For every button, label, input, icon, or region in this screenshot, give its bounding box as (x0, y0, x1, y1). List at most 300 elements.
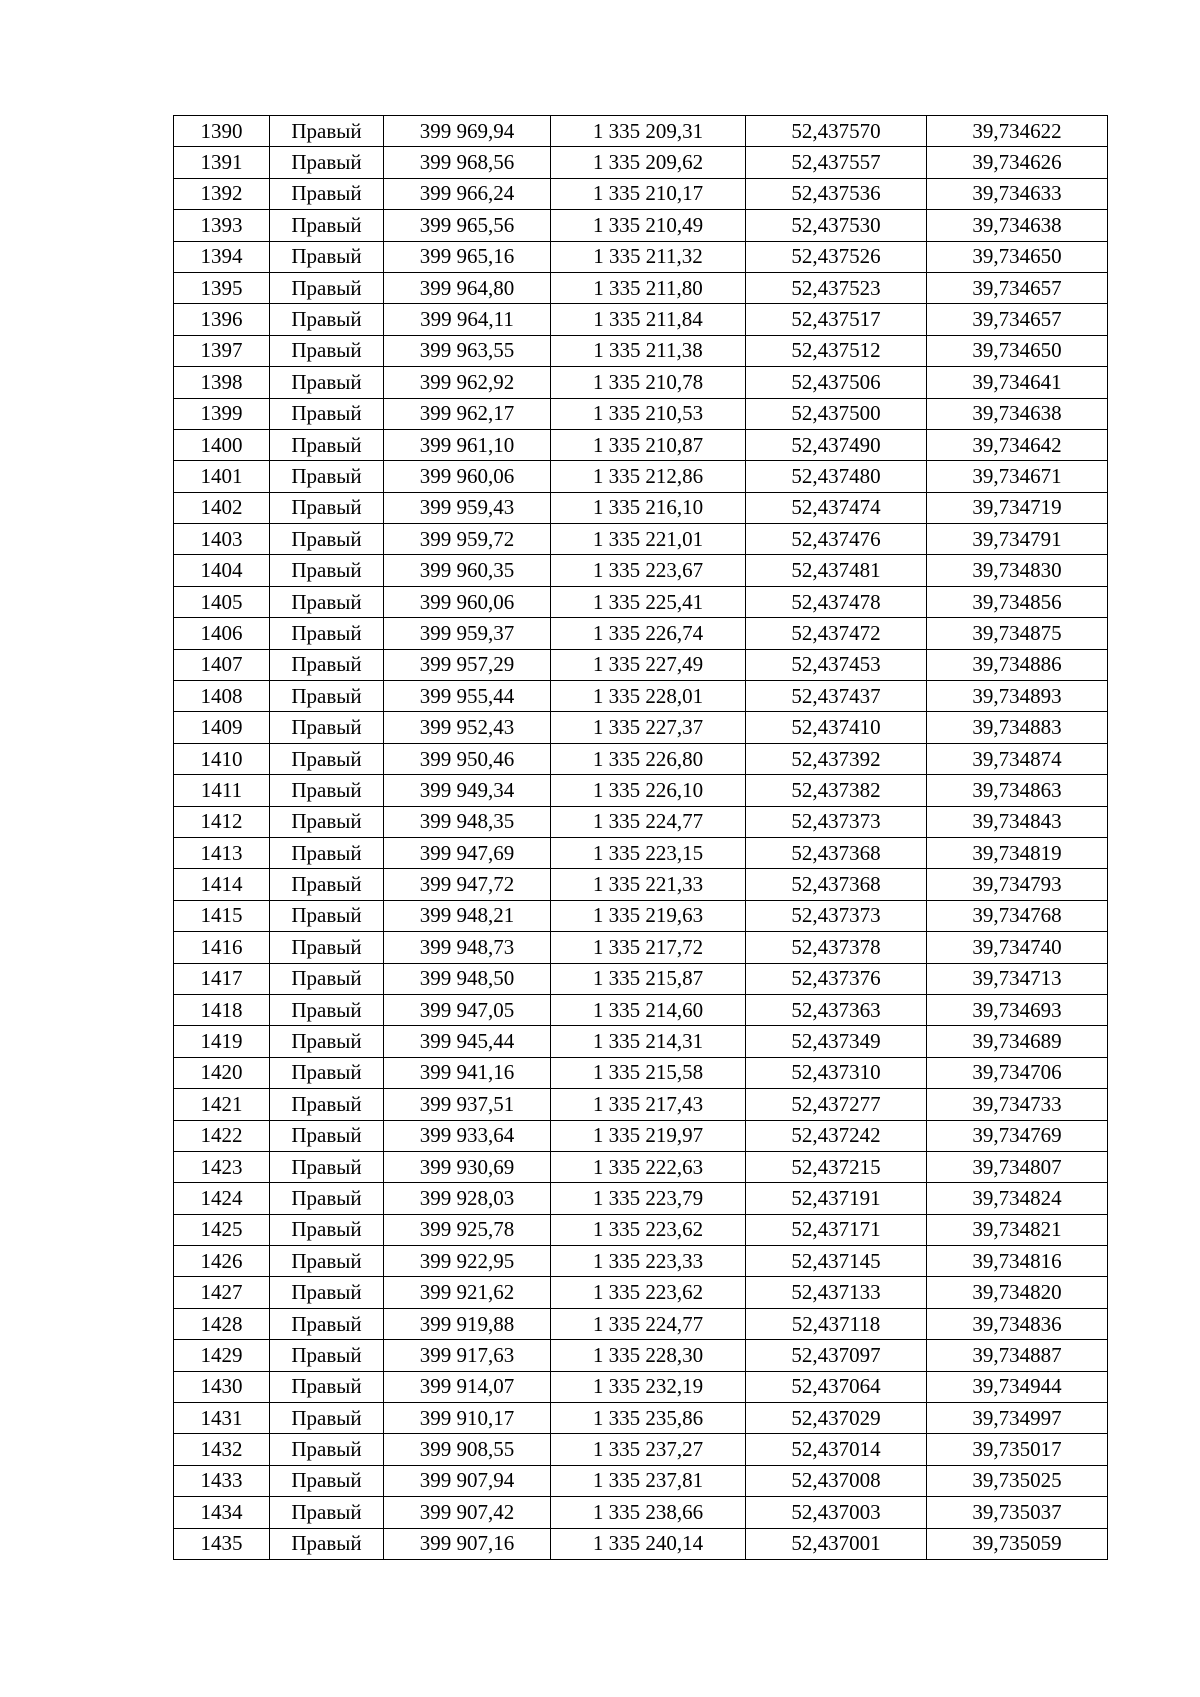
latitude-cell: 52,437378 (746, 932, 927, 963)
latitude-cell: 52,437526 (746, 241, 927, 272)
side-cell: Правый (270, 806, 384, 837)
longitude-cell: 39,734693 (927, 994, 1108, 1025)
point-number-cell: 1416 (174, 932, 270, 963)
latitude-cell: 52,437437 (746, 681, 927, 712)
side-cell: Правый (270, 335, 384, 366)
y-coordinate-cell: 1 335 226,10 (551, 775, 746, 806)
side-cell: Правый (270, 1057, 384, 1088)
y-coordinate-cell: 1 335 223,62 (551, 1214, 746, 1245)
table-row (174, 398, 1108, 429)
x-coordinate-cell: 399 907,42 (384, 1497, 551, 1528)
y-coordinate-cell: 1 335 223,15 (551, 837, 746, 868)
longitude-cell: 39,734689 (927, 1026, 1108, 1057)
side-cell: Правый (270, 1403, 384, 1434)
x-coordinate-cell: 399 917,63 (384, 1340, 551, 1371)
longitude-cell: 39,734671 (927, 461, 1108, 492)
y-coordinate-cell: 1 335 240,14 (551, 1528, 746, 1559)
latitude-cell: 52,437001 (746, 1528, 927, 1559)
latitude-cell: 52,437277 (746, 1089, 927, 1120)
latitude-cell: 52,437453 (746, 649, 927, 680)
longitude-cell: 39,734768 (927, 900, 1108, 931)
table-row (174, 272, 1108, 303)
x-coordinate-cell: 399 919,88 (384, 1308, 551, 1339)
point-number-cell: 1404 (174, 555, 270, 586)
x-coordinate-cell: 399 922,95 (384, 1246, 551, 1277)
longitude-cell: 39,734887 (927, 1340, 1108, 1371)
x-coordinate-cell: 399 963,55 (384, 335, 551, 366)
longitude-cell: 39,734740 (927, 932, 1108, 963)
point-number-cell: 1435 (174, 1528, 270, 1559)
x-coordinate-cell: 399 960,06 (384, 586, 551, 617)
y-coordinate-cell: 1 335 227,49 (551, 649, 746, 680)
latitude-cell: 52,437490 (746, 429, 927, 460)
y-coordinate-cell: 1 335 210,17 (551, 178, 746, 209)
coordinates-table-body (174, 116, 1108, 1560)
x-coordinate-cell: 399 907,16 (384, 1528, 551, 1559)
table-row (174, 681, 1108, 712)
longitude-cell: 39,734856 (927, 586, 1108, 617)
longitude-cell: 39,734633 (927, 178, 1108, 209)
latitude-cell: 52,437478 (746, 586, 927, 617)
latitude-cell: 52,437506 (746, 367, 927, 398)
point-number-cell: 1403 (174, 524, 270, 555)
table-row (174, 304, 1108, 335)
x-coordinate-cell: 399 949,34 (384, 775, 551, 806)
table-row (174, 1057, 1108, 1088)
table-row (174, 335, 1108, 366)
x-coordinate-cell: 399 914,07 (384, 1371, 551, 1402)
longitude-cell: 39,734791 (927, 524, 1108, 555)
latitude-cell: 52,437476 (746, 524, 927, 555)
y-coordinate-cell: 1 335 210,49 (551, 210, 746, 241)
point-number-cell: 1433 (174, 1465, 270, 1496)
y-coordinate-cell: 1 335 214,60 (551, 994, 746, 1025)
x-coordinate-cell: 399 948,50 (384, 963, 551, 994)
point-number-cell: 1397 (174, 335, 270, 366)
x-coordinate-cell: 399 947,05 (384, 994, 551, 1025)
table-row (174, 524, 1108, 555)
latitude-cell: 52,437500 (746, 398, 927, 429)
y-coordinate-cell: 1 335 223,33 (551, 1246, 746, 1277)
point-number-cell: 1402 (174, 492, 270, 523)
table-row (174, 1497, 1108, 1528)
latitude-cell: 52,437008 (746, 1465, 927, 1496)
table-row (174, 837, 1108, 868)
point-number-cell: 1430 (174, 1371, 270, 1402)
point-number-cell: 1424 (174, 1183, 270, 1214)
y-coordinate-cell: 1 335 228,01 (551, 681, 746, 712)
side-cell: Правый (270, 1465, 384, 1496)
latitude-cell: 52,437480 (746, 461, 927, 492)
point-number-cell: 1393 (174, 210, 270, 241)
point-number-cell: 1398 (174, 367, 270, 398)
latitude-cell: 52,437368 (746, 837, 927, 868)
longitude-cell: 39,734874 (927, 743, 1108, 774)
side-cell: Правый (270, 1371, 384, 1402)
table-row (174, 116, 1108, 147)
table-row (174, 1089, 1108, 1120)
side-cell: Правый (270, 241, 384, 272)
latitude-cell: 52,437145 (746, 1246, 927, 1277)
latitude-cell: 52,437349 (746, 1026, 927, 1057)
y-coordinate-cell: 1 335 210,53 (551, 398, 746, 429)
point-number-cell: 1406 (174, 618, 270, 649)
side-cell: Правый (270, 649, 384, 680)
x-coordinate-cell: 399 964,80 (384, 272, 551, 303)
table-row (174, 1026, 1108, 1057)
point-number-cell: 1423 (174, 1151, 270, 1182)
longitude-cell: 39,735059 (927, 1528, 1108, 1559)
y-coordinate-cell: 1 335 221,01 (551, 524, 746, 555)
longitude-cell: 39,734886 (927, 649, 1108, 680)
x-coordinate-cell: 399 908,55 (384, 1434, 551, 1465)
table-row (174, 712, 1108, 743)
side-cell: Правый (270, 1151, 384, 1182)
side-cell: Правый (270, 1214, 384, 1245)
table-row (174, 649, 1108, 680)
latitude-cell: 52,437481 (746, 555, 927, 586)
y-coordinate-cell: 1 335 228,30 (551, 1340, 746, 1371)
latitude-cell: 52,437064 (746, 1371, 927, 1402)
point-number-cell: 1428 (174, 1308, 270, 1339)
longitude-cell: 39,734733 (927, 1089, 1108, 1120)
table-row (174, 429, 1108, 460)
longitude-cell: 39,734893 (927, 681, 1108, 712)
x-coordinate-cell: 399 907,94 (384, 1465, 551, 1496)
table-row (174, 461, 1108, 492)
point-number-cell: 1401 (174, 461, 270, 492)
point-number-cell: 1396 (174, 304, 270, 335)
y-coordinate-cell: 1 335 212,86 (551, 461, 746, 492)
y-coordinate-cell: 1 335 225,41 (551, 586, 746, 617)
side-cell: Правый (270, 869, 384, 900)
x-coordinate-cell: 399 948,21 (384, 900, 551, 931)
table-row (174, 900, 1108, 931)
x-coordinate-cell: 399 950,46 (384, 743, 551, 774)
side-cell: Правый (270, 1528, 384, 1559)
table-row (174, 1277, 1108, 1308)
y-coordinate-cell: 1 335 223,67 (551, 555, 746, 586)
x-coordinate-cell: 399 941,16 (384, 1057, 551, 1088)
table-row (174, 178, 1108, 209)
latitude-cell: 52,437003 (746, 1497, 927, 1528)
x-coordinate-cell: 399 959,37 (384, 618, 551, 649)
longitude-cell: 39,734830 (927, 555, 1108, 586)
longitude-cell: 39,734875 (927, 618, 1108, 649)
y-coordinate-cell: 1 335 215,87 (551, 963, 746, 994)
longitude-cell: 39,734713 (927, 963, 1108, 994)
latitude-cell: 52,437014 (746, 1434, 927, 1465)
coordinates-table (173, 115, 1108, 1560)
side-cell: Правый (270, 1340, 384, 1371)
side-cell: Правый (270, 775, 384, 806)
table-row (174, 1120, 1108, 1151)
latitude-cell: 52,437512 (746, 335, 927, 366)
point-number-cell: 1417 (174, 963, 270, 994)
table-row (174, 147, 1108, 178)
point-number-cell: 1420 (174, 1057, 270, 1088)
latitude-cell: 52,437410 (746, 712, 927, 743)
side-cell: Правый (270, 555, 384, 586)
latitude-cell: 52,437517 (746, 304, 927, 335)
y-coordinate-cell: 1 335 223,62 (551, 1277, 746, 1308)
point-number-cell: 1409 (174, 712, 270, 743)
x-coordinate-cell: 399 964,11 (384, 304, 551, 335)
y-coordinate-cell: 1 335 226,80 (551, 743, 746, 774)
longitude-cell: 39,734843 (927, 806, 1108, 837)
point-number-cell: 1411 (174, 775, 270, 806)
point-number-cell: 1399 (174, 398, 270, 429)
point-number-cell: 1394 (174, 241, 270, 272)
side-cell: Правый (270, 492, 384, 523)
point-number-cell: 1432 (174, 1434, 270, 1465)
longitude-cell: 39,734807 (927, 1151, 1108, 1182)
table-row (174, 1308, 1108, 1339)
x-coordinate-cell: 399 910,17 (384, 1403, 551, 1434)
longitude-cell: 39,734820 (927, 1277, 1108, 1308)
y-coordinate-cell: 1 335 223,79 (551, 1183, 746, 1214)
y-coordinate-cell: 1 335 214,31 (551, 1026, 746, 1057)
x-coordinate-cell: 399 968,56 (384, 147, 551, 178)
x-coordinate-cell: 399 957,29 (384, 649, 551, 680)
point-number-cell: 1425 (174, 1214, 270, 1245)
latitude-cell: 52,437474 (746, 492, 927, 523)
side-cell: Правый (270, 116, 384, 147)
table-row (174, 1403, 1108, 1434)
table-row (174, 1246, 1108, 1277)
side-cell: Правый (270, 837, 384, 868)
side-cell: Правый (270, 1308, 384, 1339)
point-number-cell: 1407 (174, 649, 270, 680)
latitude-cell: 52,437376 (746, 963, 927, 994)
table-row (174, 743, 1108, 774)
side-cell: Правый (270, 461, 384, 492)
table-row (174, 1528, 1108, 1559)
side-cell: Правый (270, 932, 384, 963)
x-coordinate-cell: 399 933,64 (384, 1120, 551, 1151)
side-cell: Правый (270, 304, 384, 335)
side-cell: Правый (270, 367, 384, 398)
y-coordinate-cell: 1 335 224,77 (551, 1308, 746, 1339)
latitude-cell: 52,437392 (746, 743, 927, 774)
x-coordinate-cell: 399 947,69 (384, 837, 551, 868)
y-coordinate-cell: 1 335 211,84 (551, 304, 746, 335)
table-row (174, 586, 1108, 617)
side-cell: Правый (270, 272, 384, 303)
longitude-cell: 39,734883 (927, 712, 1108, 743)
y-coordinate-cell: 1 335 232,19 (551, 1371, 746, 1402)
point-number-cell: 1391 (174, 147, 270, 178)
y-coordinate-cell: 1 335 221,33 (551, 869, 746, 900)
y-coordinate-cell: 1 335 211,80 (551, 272, 746, 303)
side-cell: Правый (270, 524, 384, 555)
table-row (174, 367, 1108, 398)
point-number-cell: 1390 (174, 116, 270, 147)
point-number-cell: 1405 (174, 586, 270, 617)
point-number-cell: 1412 (174, 806, 270, 837)
table-row (174, 1183, 1108, 1214)
side-cell: Правый (270, 963, 384, 994)
point-number-cell: 1421 (174, 1089, 270, 1120)
side-cell: Правый (270, 743, 384, 774)
y-coordinate-cell: 1 335 217,43 (551, 1089, 746, 1120)
table-row (174, 775, 1108, 806)
y-coordinate-cell: 1 335 211,32 (551, 241, 746, 272)
point-number-cell: 1434 (174, 1497, 270, 1528)
table-row (174, 963, 1108, 994)
side-cell: Правый (270, 1497, 384, 1528)
side-cell: Правый (270, 994, 384, 1025)
longitude-cell: 39,734816 (927, 1246, 1108, 1277)
side-cell: Правый (270, 210, 384, 241)
point-number-cell: 1400 (174, 429, 270, 460)
longitude-cell: 39,734719 (927, 492, 1108, 523)
x-coordinate-cell: 399 961,10 (384, 429, 551, 460)
y-coordinate-cell: 1 335 224,77 (551, 806, 746, 837)
table-row (174, 555, 1108, 586)
longitude-cell: 39,734638 (927, 210, 1108, 241)
longitude-cell: 39,735037 (927, 1497, 1108, 1528)
latitude-cell: 52,437382 (746, 775, 927, 806)
longitude-cell: 39,735017 (927, 1434, 1108, 1465)
latitude-cell: 52,437530 (746, 210, 927, 241)
point-number-cell: 1429 (174, 1340, 270, 1371)
longitude-cell: 39,734626 (927, 147, 1108, 178)
point-number-cell: 1413 (174, 837, 270, 868)
side-cell: Правый (270, 712, 384, 743)
point-number-cell: 1410 (174, 743, 270, 774)
longitude-cell: 39,734641 (927, 367, 1108, 398)
side-cell: Правый (270, 681, 384, 712)
x-coordinate-cell: 399 959,43 (384, 492, 551, 523)
y-coordinate-cell: 1 335 217,72 (551, 932, 746, 963)
table-row (174, 1465, 1108, 1496)
latitude-cell: 52,437557 (746, 147, 927, 178)
side-cell: Правый (270, 1120, 384, 1151)
latitude-cell: 52,437097 (746, 1340, 927, 1371)
x-coordinate-cell: 399 945,44 (384, 1026, 551, 1057)
table-row (174, 210, 1108, 241)
table-row (174, 241, 1108, 272)
y-coordinate-cell: 1 335 209,31 (551, 116, 746, 147)
latitude-cell: 52,437242 (746, 1120, 927, 1151)
x-coordinate-cell: 399 969,94 (384, 116, 551, 147)
latitude-cell: 52,437373 (746, 900, 927, 931)
y-coordinate-cell: 1 335 227,37 (551, 712, 746, 743)
y-coordinate-cell: 1 335 222,63 (551, 1151, 746, 1182)
point-number-cell: 1395 (174, 272, 270, 303)
y-coordinate-cell: 1 335 238,66 (551, 1497, 746, 1528)
latitude-cell: 52,437118 (746, 1308, 927, 1339)
table-row (174, 618, 1108, 649)
longitude-cell: 39,734657 (927, 304, 1108, 335)
table-row (174, 1371, 1108, 1402)
x-coordinate-cell: 399 937,51 (384, 1089, 551, 1120)
table-row (174, 1214, 1108, 1245)
x-coordinate-cell: 399 948,35 (384, 806, 551, 837)
x-coordinate-cell: 399 962,17 (384, 398, 551, 429)
longitude-cell: 39,734836 (927, 1308, 1108, 1339)
x-coordinate-cell: 399 962,92 (384, 367, 551, 398)
table-row (174, 1151, 1108, 1182)
x-coordinate-cell: 399 965,16 (384, 241, 551, 272)
x-coordinate-cell: 399 930,69 (384, 1151, 551, 1182)
table-row (174, 492, 1108, 523)
point-number-cell: 1427 (174, 1277, 270, 1308)
y-coordinate-cell: 1 335 216,10 (551, 492, 746, 523)
latitude-cell: 52,437133 (746, 1277, 927, 1308)
y-coordinate-cell: 1 335 219,97 (551, 1120, 746, 1151)
side-cell: Правый (270, 398, 384, 429)
point-number-cell: 1422 (174, 1120, 270, 1151)
point-number-cell: 1419 (174, 1026, 270, 1057)
point-number-cell: 1431 (174, 1403, 270, 1434)
x-coordinate-cell: 399 948,73 (384, 932, 551, 963)
side-cell: Правый (270, 178, 384, 209)
longitude-cell: 39,734824 (927, 1183, 1108, 1214)
table-row (174, 994, 1108, 1025)
y-coordinate-cell: 1 335 219,63 (551, 900, 746, 931)
latitude-cell: 52,437363 (746, 994, 927, 1025)
point-number-cell: 1415 (174, 900, 270, 931)
x-coordinate-cell: 399 960,06 (384, 461, 551, 492)
x-coordinate-cell: 399 925,78 (384, 1214, 551, 1245)
longitude-cell: 39,734769 (927, 1120, 1108, 1151)
longitude-cell: 39,734821 (927, 1214, 1108, 1245)
side-cell: Правый (270, 429, 384, 460)
x-coordinate-cell: 399 947,72 (384, 869, 551, 900)
y-coordinate-cell: 1 335 235,86 (551, 1403, 746, 1434)
latitude-cell: 52,437373 (746, 806, 927, 837)
latitude-cell: 52,437523 (746, 272, 927, 303)
side-cell: Правый (270, 147, 384, 178)
x-coordinate-cell: 399 960,35 (384, 555, 551, 586)
longitude-cell: 39,734650 (927, 335, 1108, 366)
longitude-cell: 39,734642 (927, 429, 1108, 460)
longitude-cell: 39,734638 (927, 398, 1108, 429)
x-coordinate-cell: 399 959,72 (384, 524, 551, 555)
latitude-cell: 52,437215 (746, 1151, 927, 1182)
longitude-cell: 39,734997 (927, 1403, 1108, 1434)
side-cell: Правый (270, 1183, 384, 1214)
x-coordinate-cell: 399 955,44 (384, 681, 551, 712)
y-coordinate-cell: 1 335 211,38 (551, 335, 746, 366)
point-number-cell: 1408 (174, 681, 270, 712)
table-row (174, 869, 1108, 900)
table-row (174, 806, 1108, 837)
x-coordinate-cell: 399 928,03 (384, 1183, 551, 1214)
latitude-cell: 52,437472 (746, 618, 927, 649)
x-coordinate-cell: 399 952,43 (384, 712, 551, 743)
longitude-cell: 39,734622 (927, 116, 1108, 147)
table-row (174, 932, 1108, 963)
point-number-cell: 1426 (174, 1246, 270, 1277)
y-coordinate-cell: 1 335 237,81 (551, 1465, 746, 1496)
y-coordinate-cell: 1 335 210,87 (551, 429, 746, 460)
y-coordinate-cell: 1 335 209,62 (551, 147, 746, 178)
longitude-cell: 39,734863 (927, 775, 1108, 806)
y-coordinate-cell: 1 335 226,74 (551, 618, 746, 649)
side-cell: Правый (270, 1434, 384, 1465)
point-number-cell: 1392 (174, 178, 270, 209)
side-cell: Правый (270, 618, 384, 649)
latitude-cell: 52,437171 (746, 1214, 927, 1245)
longitude-cell: 39,734819 (927, 837, 1108, 868)
point-number-cell: 1414 (174, 869, 270, 900)
latitude-cell: 52,437310 (746, 1057, 927, 1088)
latitude-cell: 52,437570 (746, 116, 927, 147)
side-cell: Правый (270, 1026, 384, 1057)
